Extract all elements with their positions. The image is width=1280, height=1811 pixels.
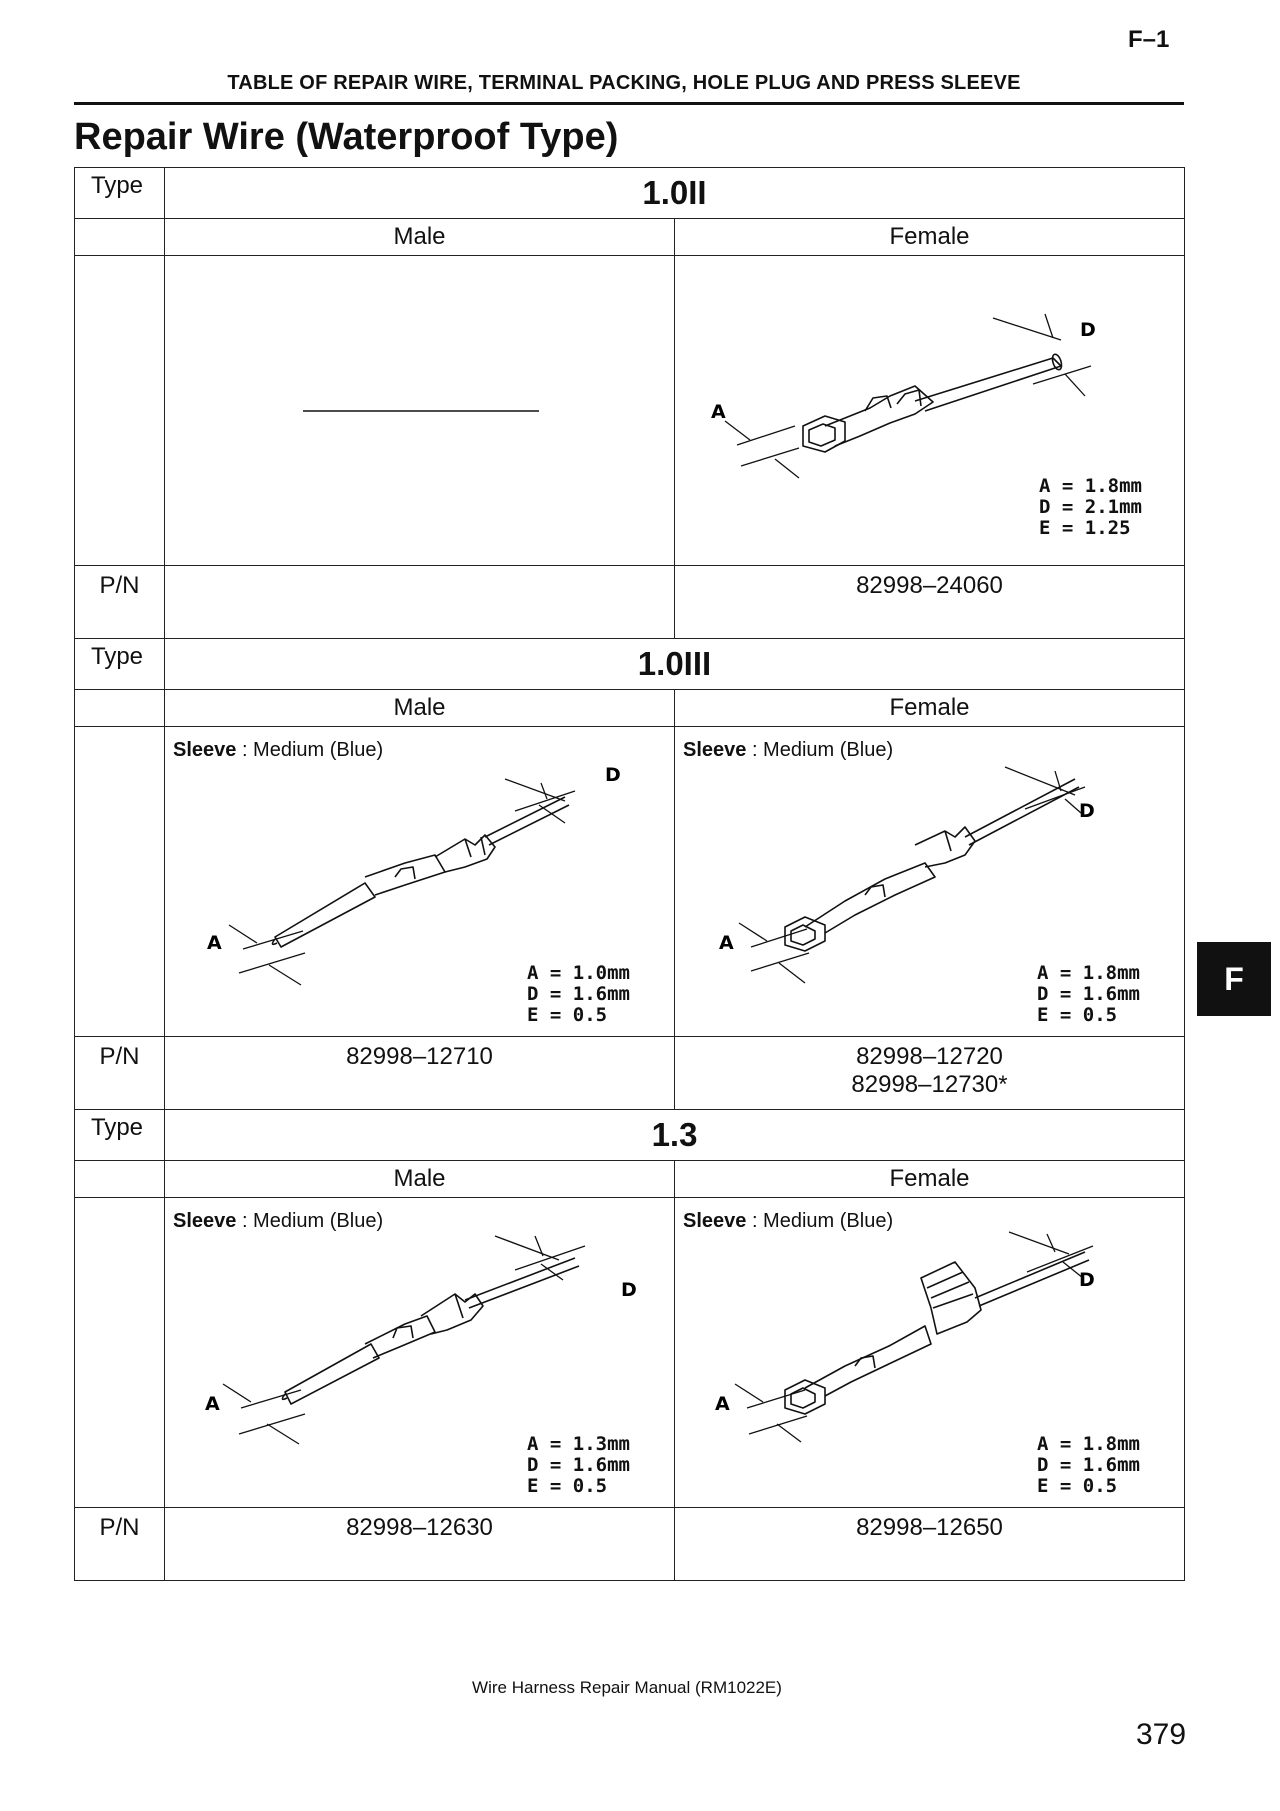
type-value: 1.3 [165, 1110, 1185, 1161]
dim-label-d: D [605, 764, 621, 786]
image-row [75, 256, 1185, 566]
pn-row [75, 1037, 1185, 1110]
dim-label-a: A [207, 932, 222, 954]
dim-label-d: D [621, 1279, 637, 1301]
header-title: TABLE OF REPAIR WIRE, TERMINAL PACKING, HOLE PLUG AND PRESS SLEEVE [227, 72, 1021, 94]
part-number: 82998–12650 [856, 1514, 1003, 1541]
image-row [75, 1198, 1185, 1508]
spec-e: E = 1.25 [1039, 517, 1131, 539]
dim-label-d: D [1079, 800, 1095, 822]
pn-label: P/N [75, 1037, 165, 1110]
male-image-cell [165, 727, 675, 1037]
type-row [75, 1110, 1185, 1161]
section-tab-f[interactable]: F [1197, 942, 1271, 1016]
spec-list [1037, 1434, 1140, 1497]
type-value: 1.0II [165, 168, 1185, 219]
spec-list [1039, 476, 1142, 539]
female-image-cell [675, 1198, 1185, 1508]
spec-a: A = 1.0mm [527, 962, 630, 984]
spec-e: E = 0.5 [527, 1004, 608, 1026]
sleeve-value: : Medium (Blue) [746, 1210, 894, 1232]
part-number: 82998–12710 [346, 1043, 493, 1070]
dim-label-a: A [711, 401, 726, 423]
spec-d: D = 1.6mm [1037, 983, 1140, 1005]
dim-label-a: A [715, 1393, 730, 1415]
spec-d: D = 1.6mm [1037, 1454, 1140, 1476]
dim-label-a: A [719, 932, 734, 954]
pn-label: P/N [75, 1508, 165, 1581]
part-number: 82998–12720 [856, 1043, 1003, 1070]
spec-a: A = 1.8mm [1037, 1433, 1140, 1455]
page-title: Repair Wire (Waterproof Type) [74, 116, 619, 158]
type-row [75, 168, 1185, 219]
sleeve-value: : Medium (Blue) [746, 739, 894, 761]
part-number: 82998–12630 [346, 1514, 493, 1541]
female-header: Female [675, 219, 1185, 256]
female-image-cell [675, 727, 1185, 1037]
male-part-number [165, 566, 675, 639]
part-number: 82998–24060 [856, 572, 1003, 599]
gender-row [75, 1161, 1185, 1198]
spec-d: D = 1.6mm [527, 1454, 630, 1476]
male-part-number [165, 1508, 675, 1581]
page-number: 379 [1136, 1718, 1187, 1751]
male-header: Male [165, 1161, 675, 1198]
spec-list [527, 1434, 630, 1497]
dim-label-a: A [205, 1393, 220, 1415]
image-row [75, 727, 1185, 1037]
type-label: Type [75, 168, 165, 219]
male-header: Male [165, 690, 675, 727]
female-part-number [675, 1508, 1185, 1581]
not-applicable-dash [165, 256, 675, 565]
spec-e: E = 0.5 [527, 1475, 608, 1497]
dim-label-d: D [1080, 319, 1096, 341]
spec-d: D = 1.6mm [527, 983, 630, 1005]
female-image-cell [675, 256, 1185, 566]
spec-a: A = 1.8mm [1037, 962, 1140, 984]
gender-row [75, 219, 1185, 256]
spec-e: E = 0.5 [1037, 1004, 1118, 1026]
type-row [75, 639, 1185, 690]
type-label: Type [75, 1110, 165, 1161]
type-value: 1.0III [165, 639, 1185, 690]
spec-a: A = 1.3mm [527, 1433, 630, 1455]
spec-list [1037, 963, 1140, 1026]
spec-a: A = 1.8mm [1039, 475, 1142, 497]
dim-label-d: D [1079, 1269, 1095, 1291]
female-header: Female [675, 690, 1185, 727]
sleeve-label: Sleeve [173, 739, 237, 761]
male-image-cell [165, 1198, 675, 1508]
header-rule [74, 102, 1184, 105]
spec-e: E = 0.5 [1037, 1475, 1118, 1497]
female-part-number [675, 1037, 1185, 1110]
part-number: 82998–12730* [851, 1071, 1008, 1098]
spec-list [527, 963, 630, 1026]
sleeve-value: : Medium (Blue) [236, 1210, 384, 1232]
section-id: F–1 [1128, 26, 1170, 53]
sleeve-label: Sleeve [683, 1210, 747, 1232]
sleeve-value: : Medium (Blue) [236, 739, 384, 761]
male-header: Male [165, 219, 675, 256]
pn-row [75, 1508, 1185, 1581]
spec-d: D = 2.1mm [1039, 496, 1142, 518]
type-label: Type [75, 639, 165, 690]
repair-wire-table [74, 167, 1185, 1581]
male-image-cell [165, 256, 675, 566]
female-header: Female [675, 1161, 1185, 1198]
sleeve-label: Sleeve [173, 1210, 237, 1232]
sleeve-label: Sleeve [683, 739, 747, 761]
footer-manual-title: Wire Harness Repair Manual (RM1022E) [472, 1678, 782, 1697]
pn-row [75, 566, 1185, 639]
gender-row [75, 690, 1185, 727]
female-part-number [675, 566, 1185, 639]
male-part-number [165, 1037, 675, 1110]
pn-label: P/N [75, 566, 165, 639]
